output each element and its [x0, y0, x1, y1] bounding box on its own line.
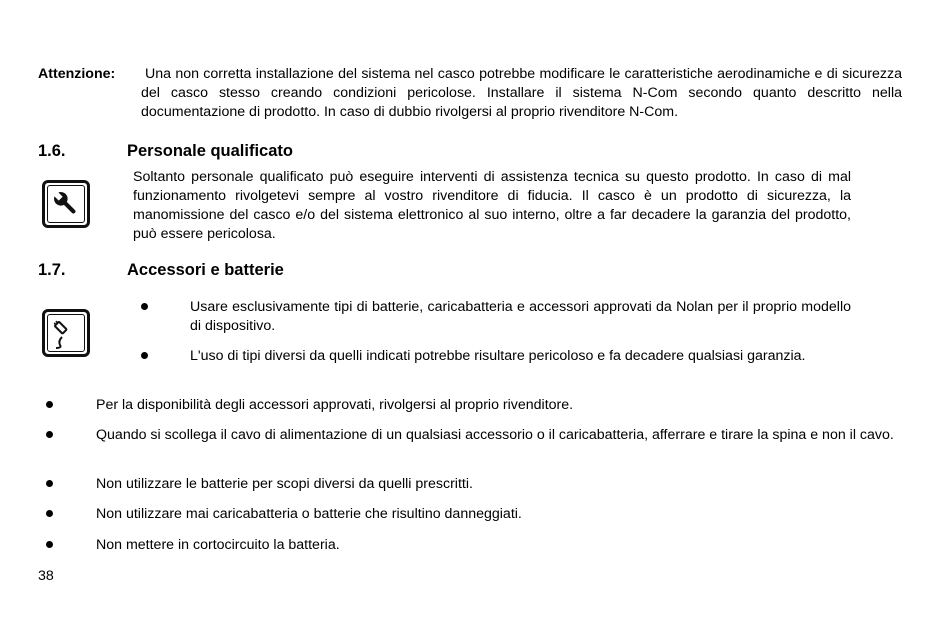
list-item-text: Usare esclusivamente tipi di batterie, caricabatteria e accessori approvati da Nolan per il proprio modello di dispositivo.: [190, 299, 851, 334]
list-item: [141, 298, 851, 338]
section-title: Accessori e batterie: [127, 261, 284, 279]
list-item: [46, 475, 902, 495]
list-item-text: Non utilizzare mai caricabatteria o batterie che risultino danneggiati.: [96, 506, 522, 522]
bullet-icon: [46, 431, 53, 438]
bullet-icon: [46, 480, 53, 487]
list-item: [46, 505, 902, 525]
bullet-icon: [141, 303, 148, 310]
list-item: [46, 426, 902, 466]
section-heading-1-6: [38, 141, 638, 161]
list-item-text: L'uso di tipi diversi da quelli indicati potrebbe risultare pericoloso e fa decadere qualsiasi garanzia.: [190, 348, 806, 364]
list-item-text: Quando si scollega il cavo di alimentazione di un qualsiasi accessorio o il caricabatteria, afferrare e tirare la spina e non il cavo.: [96, 427, 894, 443]
list-item: [46, 396, 902, 416]
bullet-icon: [46, 510, 53, 517]
warning-block: [38, 65, 902, 122]
section-title: Personale qualificato: [127, 142, 293, 160]
list-item-text: Non mettere in cortocircuito la batteria.: [96, 537, 340, 553]
list-item: [141, 347, 851, 387]
list-item: [46, 536, 902, 556]
warning-text: Una non corretta installazione del sistema nel casco potrebbe modificare le caratteristiche aerodinamiche e di sicurezza del casco stesso creando condizioni pericolose. Installare il sistema N-Com secondo quanto descritto nella documentazione di prodotto. In caso di dubbio rivolgersi al proprio rivenditore N-Com.: [141, 66, 902, 120]
warning-label: Attenzione:: [38, 66, 116, 82]
page-number: 38: [38, 568, 54, 584]
plug-cable-icon: [42, 309, 90, 357]
qualified-personnel-text: Soltanto personale qualificato può eseguire interventi di assistenza tecnica su questo prodotto. In caso di mal funzionamento rivolgetevi sempre al vostro rivenditore di fiducia. Il casco è un prodotto di sicurezza, la manomissione del casco e/o del sistema elettronico al suo interno, oltre a far decadere la garanzia del prodotto, può essere pericolosa.: [133, 169, 851, 242]
section-heading-1-7: [38, 260, 638, 280]
wrench-icon: [42, 180, 90, 228]
section-number: 1.6.: [38, 142, 66, 160]
section-number: 1.7.: [38, 261, 66, 279]
bullet-icon: [46, 401, 53, 408]
bullet-icon: [46, 541, 53, 548]
list-item-text: Per la disponibilità degli accessori approvati, rivolgersi al proprio rivenditore.: [96, 397, 574, 413]
list-item-text: Non utilizzare le batterie per scopi diversi da quelli prescritti.: [96, 476, 473, 492]
bullet-icon: [141, 352, 148, 359]
